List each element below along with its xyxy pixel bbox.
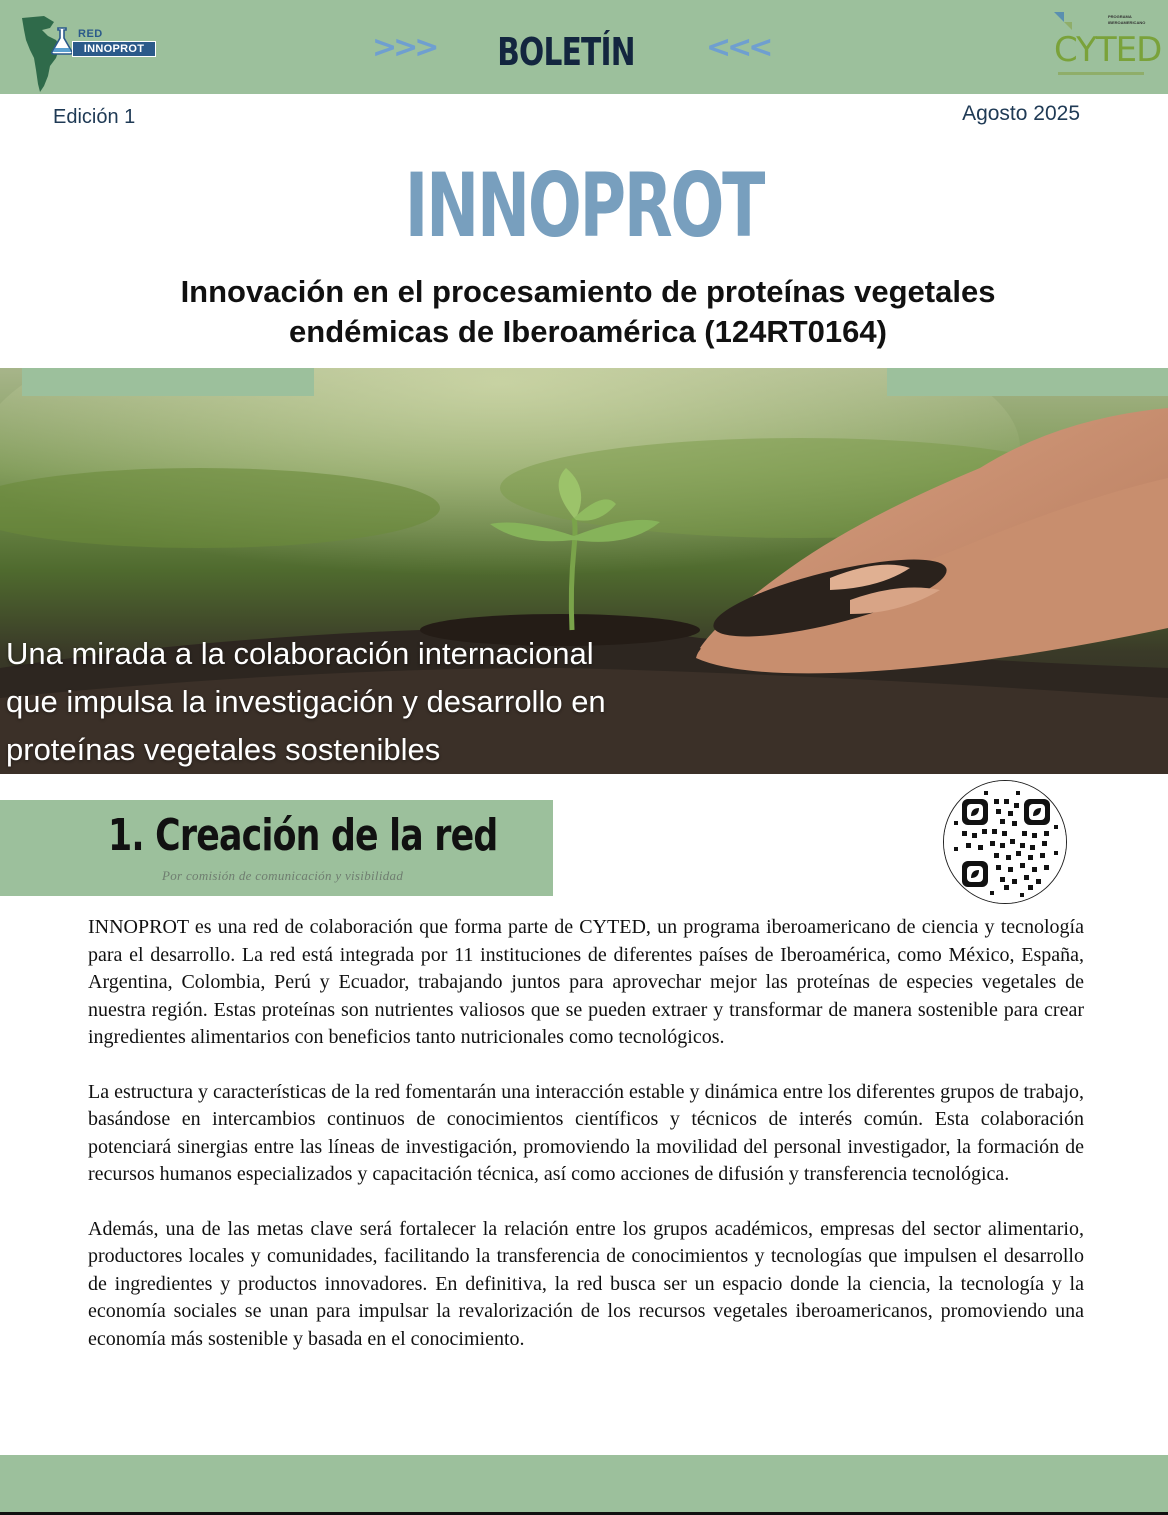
section-byline: Por comisión de comunicación y visibilidad	[162, 868, 404, 883]
hero-caption-line-3: proteínas vegetales sostenibles	[6, 732, 441, 767]
cyted-mark-icon	[1052, 10, 1074, 32]
paragraph-1: INNOPROT es una red de colaboración que forma parte de CYTED, un programa iberoamericano de ciencia y tecnología para el desarrollo. La red está integrada por 11 instituciones de diferentes países de Iberoamérica, como México, España, Argentina, Colombia, Perú y Ecuador, trabajando juntos para aprovechar mejor las proteínas de especies vegetales de nuestra región. Estas proteínas son nutrientes valiosos que se pueden extraer y transformar de manera sostenible para crear ingredientes alimentarios con beneficios tanto nutricionales como tecnológicos.	[88, 916, 1084, 1048]
subtitle-line-2: endémicas de Iberoamérica (124RT0164)	[289, 314, 887, 349]
cyted-underline	[1058, 72, 1144, 75]
qr-code[interactable]	[943, 780, 1067, 904]
cyted-logo	[1050, 8, 1162, 88]
main-title-text: INNOPROT	[404, 154, 764, 257]
hero-caption	[6, 630, 706, 774]
hero-caption-line-2: que impulsa la investigación y desarrollo en	[6, 684, 606, 719]
section-body	[88, 914, 1084, 1380]
hero-accent-bar-right	[887, 368, 1168, 396]
edition-label: Edición 1	[53, 106, 136, 128]
hero-accent-bar-left	[22, 368, 314, 396]
cyted-program-text: PROGRAMA IBEROAMERICANO	[1108, 14, 1146, 25]
red-innoprot-logo	[20, 14, 145, 94]
qr-code-icon	[944, 781, 1067, 904]
chevrons-left-icon: <<<	[706, 30, 770, 65]
paragraph-2: La estructura y características de la red fomentarán una interacción estable y dinámica entre los diferentes grupos de trabajo, basándose en intercambios continuos de conocimientos científicos y técnicos de interés común. Esta colaboración potenciará sinergias entre las líneas de investigación, promoviendo la movilidad del personal investigador, la formación de recursos humanos especializados y capacitación técnica, así como acciones de difusión y transferencia tecnológica.	[88, 1080, 1084, 1185]
subtitle-line-1: Innovación en el procesamiento de proteínas vegetales	[180, 274, 996, 309]
chevrons-right-icon: >>>	[372, 30, 436, 65]
logo-red-text: RED	[78, 28, 103, 40]
bulletin-title: BOLETÍN	[497, 30, 635, 74]
paragraph-3: Además, una de las metas clave será fortalecer la relación entre los grupos académicos, empresas del sector alimentario, productores locales y comunidades, facilitando la transferencia de conocimientos y tecnologías que impulsen el desarrollo de ingredientes y productos innovadores. En definitiva, la red busca ser un espacio donde la ciencia, la tecnología y la economía sociales se unan para impulsar la revalorización de los recursos vegetales iberoamericanos, promoviendo una economía más sostenible y basada en el conocimiento.	[88, 1217, 1084, 1350]
section-title: 1. Creación de la red	[108, 810, 498, 861]
date-label: Agosto 2025	[962, 102, 1080, 125]
hero-caption-line-1: Una mirada a la colaboración internacional	[6, 636, 594, 671]
logo-innoprot-text: INNOPROT	[72, 41, 156, 57]
subtitle	[80, 272, 1096, 352]
footer-band	[0, 1455, 1168, 1513]
main-title	[0, 154, 1168, 257]
cyted-name: CYTED	[1054, 30, 1162, 70]
flask-icon	[50, 26, 74, 56]
